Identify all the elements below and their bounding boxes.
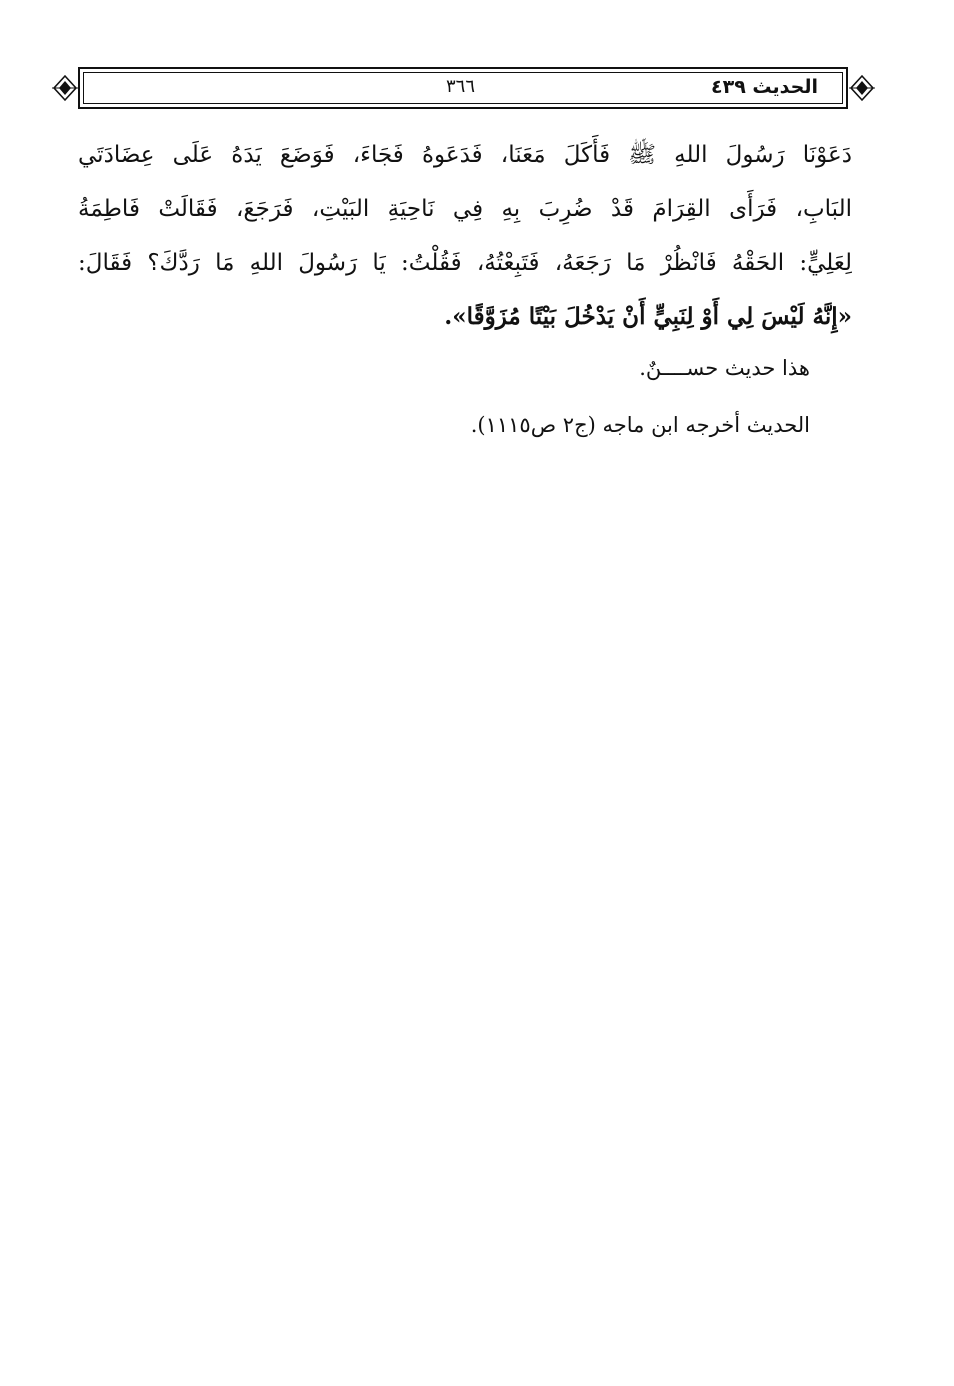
hadith-number-heading: الحديث ٤٣٩ [711, 76, 818, 98]
right-ornament-icon [849, 73, 875, 103]
text-line: دَعَوْنَا رَسُولَ اللهِ ﷺ فَأَكَلَ مَعَنَا، فَدَعَوهُ فَجَاءَ، فَوَضَعَ يَدَهُ عَلَى عِضَادَتَي [78, 142, 852, 168]
left-ornament-icon [52, 73, 78, 103]
hadith-text [78, 128, 852, 344]
source-citation: الحديث أخرجه ابن ماجه (ج٢ ص١١١٥). [470, 413, 810, 437]
text-line: لِعَلِيٍّ: الحَقْهُ فَانْظُرْ مَا رَجَعَهُ، فَتَبِعْتُهُ، فَقُلْتُ: يَا رَسُولَ اللهِ مَا رَدَّكَ؟ فَقَالَ: [78, 250, 852, 276]
hadith-grade: هذا حديث حســــنٌ. [639, 356, 810, 380]
page-number: ٣٦٦ [446, 76, 476, 97]
text-line: «إِنَّهُ لَيْسَ لِي أَوْ لِنَبِيٍّ أَنْ يَدْخُلَ بَيْتًا مُزَوَّقًا». [444, 303, 852, 330]
text-line: البَابِ، فَرَأَى القِرَامَ قَدْ ضُرِبَ بِهِ فِي نَاحِيَةِ البَيْتِ، فَرَجَعَ، فَقَالَتْ فَاطِمَةُ [78, 196, 852, 222]
